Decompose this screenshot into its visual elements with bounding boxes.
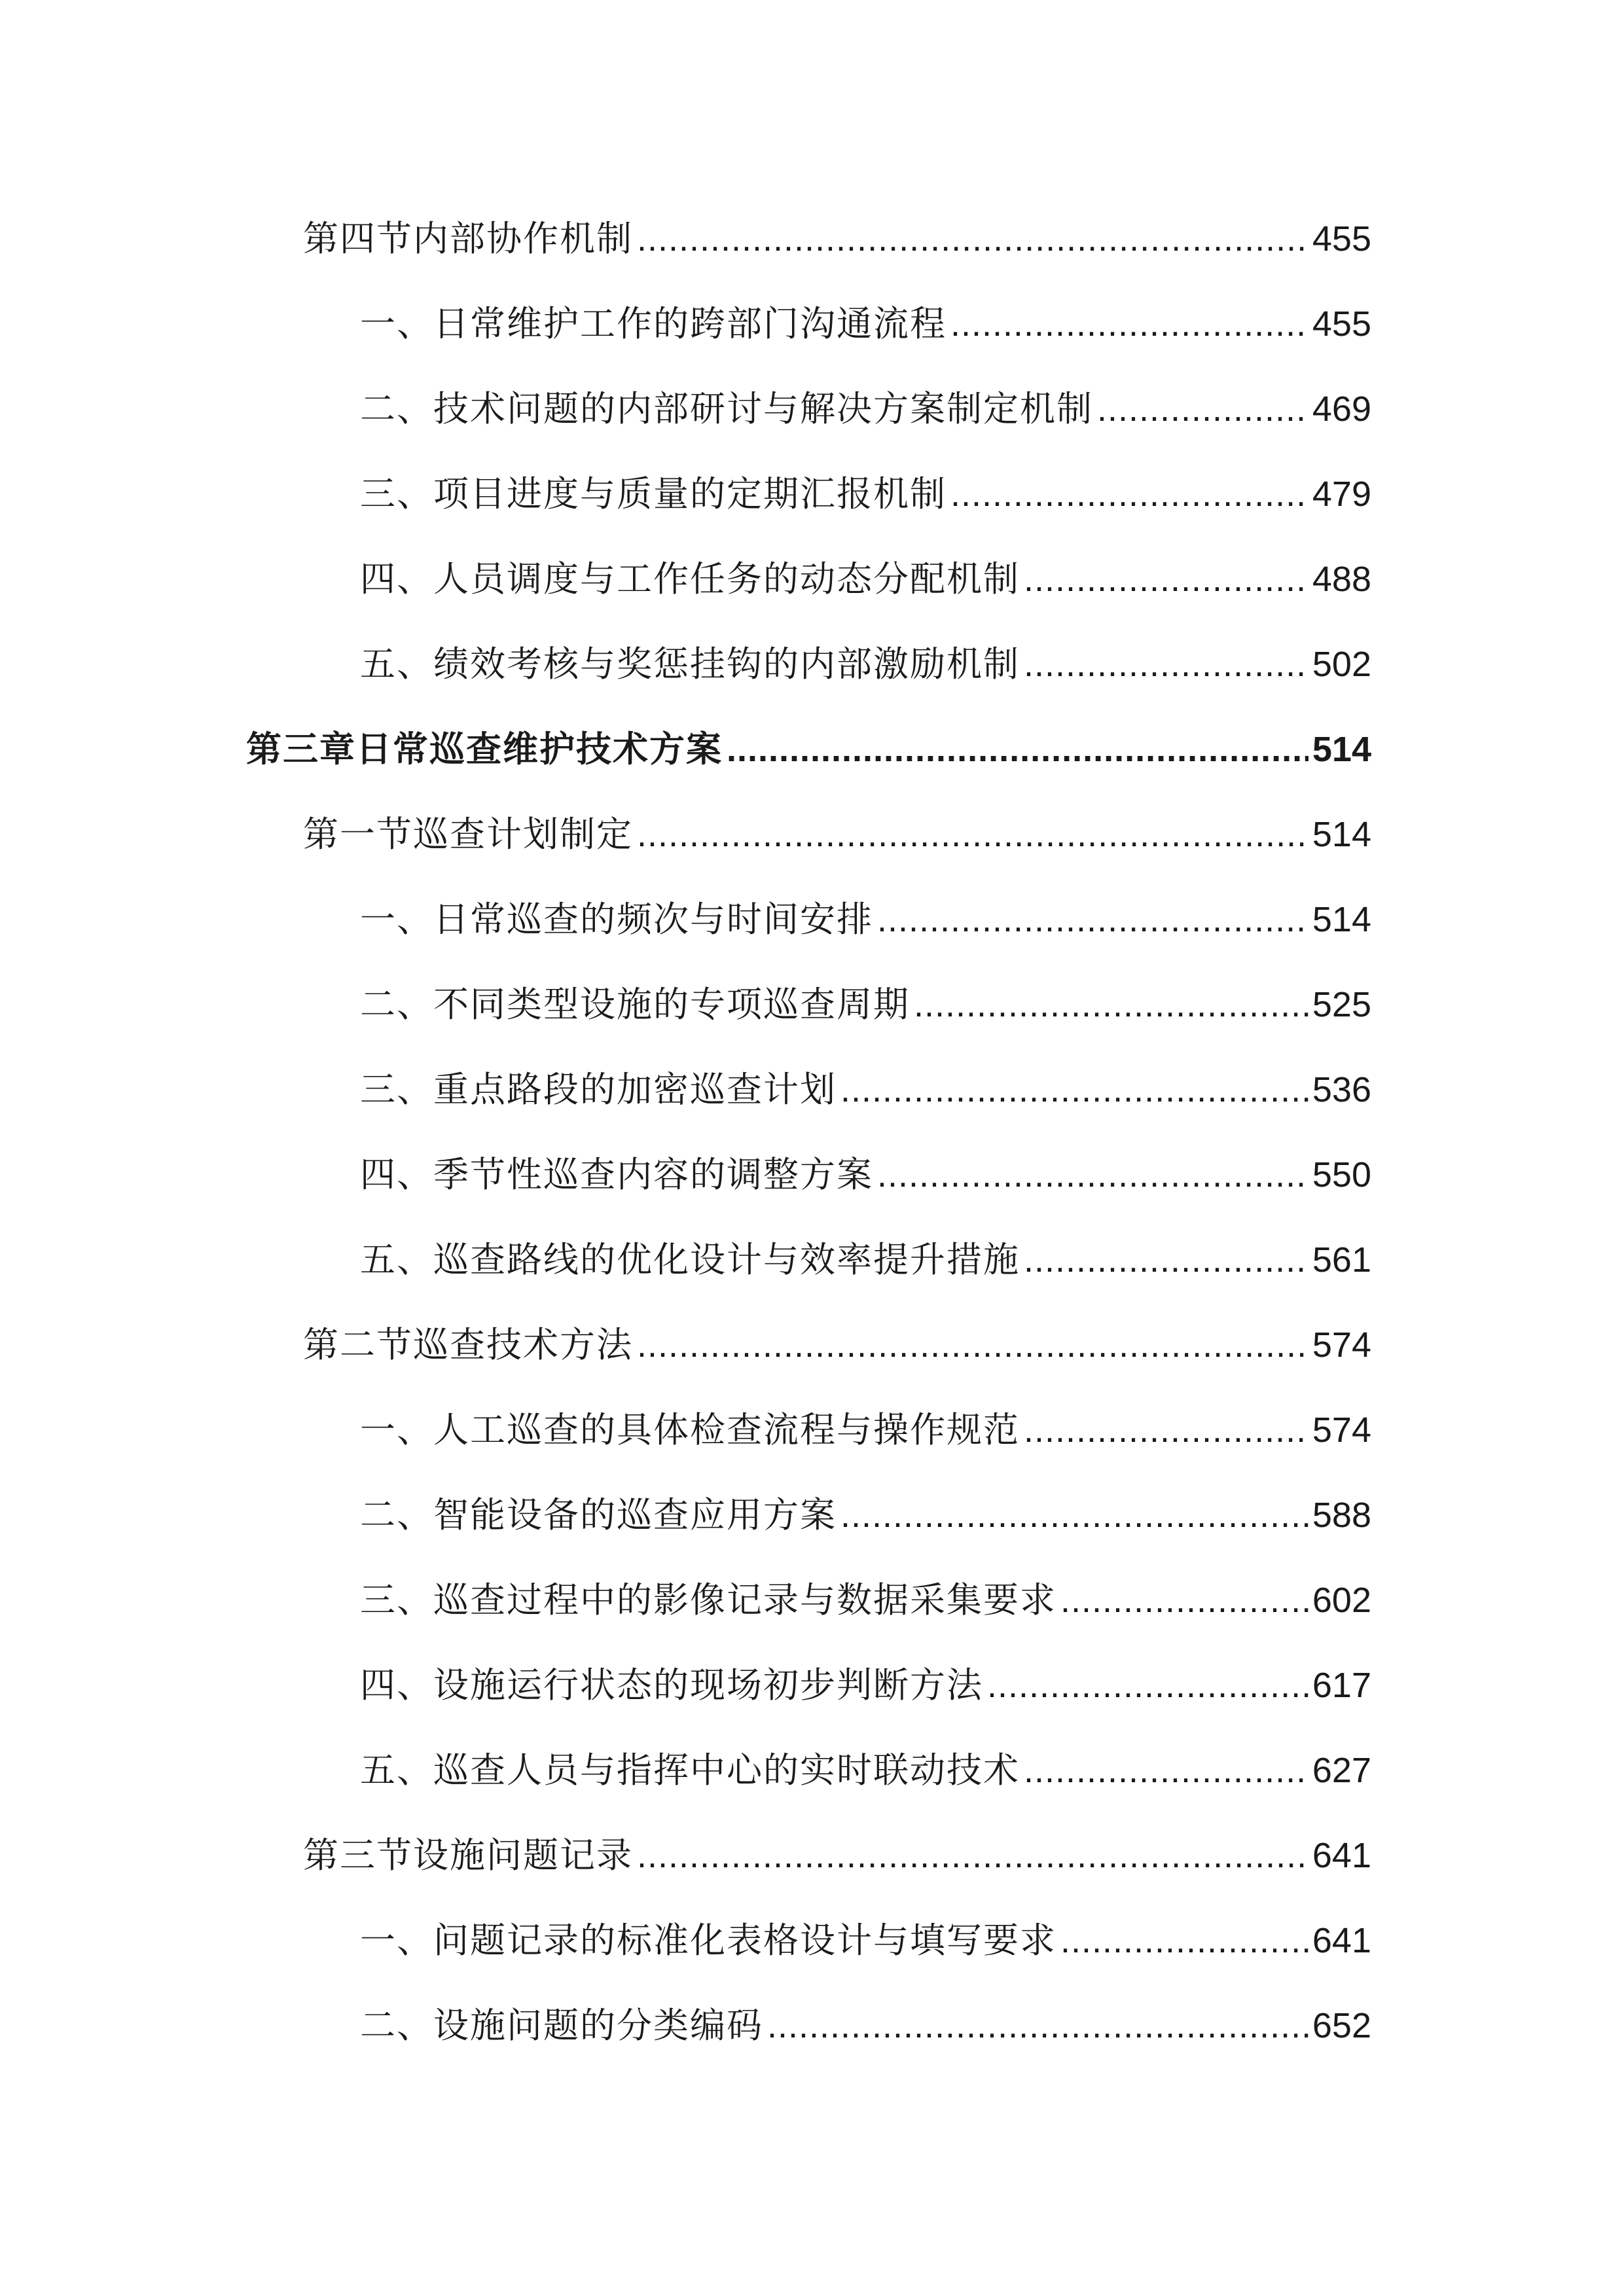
toc-entry-title: 二、技术问题的内部研讨与解决方案制定机制 [360,388,1093,429]
toc-dot-leader [1060,1917,1308,1964]
toc-entry-subsection[interactable] [360,1151,1371,1198]
toc-entry-title: 三、重点路段的加密巡查计划 [360,1069,837,1110]
toc-dot-leader [1024,1747,1308,1794]
toc-dot-leader [840,1066,1308,1113]
toc-entry-title: 第四节内部协作机制 [303,218,633,259]
toc-entry-subsection[interactable] [360,981,1371,1028]
toc-entry-page: 617 [1312,1666,1371,1705]
toc-entry-page: 588 [1312,1496,1371,1535]
toc-dot-leader [1097,386,1308,433]
toc-entry-subsection[interactable] [360,1662,1371,1709]
toc-dot-leader [637,215,1308,262]
toc-entry-page: 652 [1312,2006,1371,2045]
toc-entry-subsection[interactable] [360,641,1371,688]
toc-dot-leader [727,726,1308,773]
toc-entry-subsection[interactable] [360,1407,1371,1454]
toc-dot-leader [877,896,1308,943]
toc-entry-title: 五、巡查路线的优化设计与效率提升措施 [360,1239,1020,1280]
toc-entry-page: 550 [1312,1155,1371,1194]
toc-entry-chapter[interactable] [246,726,1371,773]
toc-entry-title: 第三章日常巡查维护技术方案 [246,728,723,770]
toc-entry-page: 502 [1312,645,1371,684]
toc-entry-subsection[interactable] [360,300,1371,348]
toc-entry-page: 602 [1312,1581,1371,1620]
toc-dot-leader [767,2002,1308,2049]
toc-entry-page: 479 [1312,475,1371,514]
toc-entry-subsection[interactable] [360,1747,1371,1794]
toc-entry-subsection[interactable] [360,1236,1371,1283]
toc-entry-subsection[interactable] [360,1917,1371,1964]
toc-entry-subsection[interactable] [360,386,1371,433]
toc-entry-page: 627 [1312,1751,1371,1790]
toc-entry-title: 第一节巡查计划制定 [303,814,633,855]
toc-entry-subsection[interactable] [360,1492,1371,1539]
toc-entry-title: 五、巡查人员与指挥中心的实时联动技术 [360,1749,1020,1791]
toc-entry-page: 574 [1312,1410,1371,1450]
toc-entry-subsection[interactable] [360,896,1371,943]
toc-entry-page: 525 [1312,985,1371,1024]
toc-entry-page: 536 [1312,1070,1371,1109]
toc-entry-title: 四、人员调度与工作任务的动态分配机制 [360,558,1020,600]
toc-entry-title: 三、项目进度与质量的定期汇报机制 [360,473,947,514]
toc-entry-section[interactable] [303,811,1371,858]
toc-entry-title: 一、人工巡查的具体检查流程与操作规范 [360,1409,1020,1450]
toc-entry-title: 二、智能设备的巡查应用方案 [360,1494,837,1535]
toc-dot-leader [1024,641,1308,688]
toc-entry-title: 四、设施运行状态的现场初步判断方法 [360,1664,983,1706]
toc-entry-page: 488 [1312,560,1371,599]
toc-entry-subsection[interactable] [360,1066,1371,1113]
toc-entry-title: 四、季节性巡查内容的调整方案 [360,1154,873,1195]
toc-entry-page: 514 [1312,730,1371,769]
toc-entry-title: 二、不同类型设施的专项巡查周期 [360,984,910,1025]
toc-entry-page: 641 [1312,1921,1371,1960]
toc-dot-leader [877,1151,1308,1198]
toc-entry-page: 641 [1312,1836,1371,1875]
toc-entry-page: 514 [1312,815,1371,854]
toc-entry-title: 一、日常巡查的频次与时间安排 [360,899,873,940]
toc-entry-page: 455 [1312,219,1371,259]
toc-dot-leader [950,300,1308,348]
toc-entry-page: 455 [1312,304,1371,344]
toc-dot-leader [1060,1577,1308,1624]
toc-entry-page: 514 [1312,900,1371,939]
toc-dot-leader [1024,556,1308,603]
toc-dot-leader [637,1321,1308,1369]
toc-entry-page: 574 [1312,1325,1371,1365]
toc-dot-leader [914,981,1308,1028]
toc-entry-section[interactable] [303,1321,1371,1369]
toc-entry-section[interactable] [303,215,1371,262]
toc-entry-section[interactable] [303,1832,1371,1879]
toc-entry-page: 561 [1312,1240,1371,1280]
toc-entry-title: 一、问题记录的标准化表格设计与填写要求 [360,1920,1056,1961]
toc-entry-title: 第二节巡查技术方法 [303,1324,633,1365]
toc-entry-title: 二、设施问题的分类编码 [360,2005,763,2046]
toc-entry-subsection[interactable] [360,2002,1371,2049]
toc-entry-title: 五、绩效考核与奖惩挂钩的内部激励机制 [360,643,1020,685]
toc-dot-leader [840,1492,1308,1539]
toc-entry-subsection[interactable] [360,1577,1371,1624]
toc-entry-page: 469 [1312,389,1371,429]
toc-dot-leader [637,1832,1308,1879]
toc-dot-leader [637,811,1308,858]
toc-dot-leader [987,1662,1308,1709]
toc-dot-leader [950,471,1308,518]
toc-dot-leader [1024,1407,1308,1454]
toc-entry-subsection[interactable] [360,556,1371,603]
toc-entry-subsection[interactable] [360,471,1371,518]
toc-dot-leader [1024,1236,1308,1283]
toc-entry-title: 第三节设施问题记录 [303,1835,633,1876]
toc-entry-title: 三、巡查过程中的影像记录与数据采集要求 [360,1579,1056,1621]
toc-entry-title: 一、日常维护工作的跨部门沟通流程 [360,303,947,344]
